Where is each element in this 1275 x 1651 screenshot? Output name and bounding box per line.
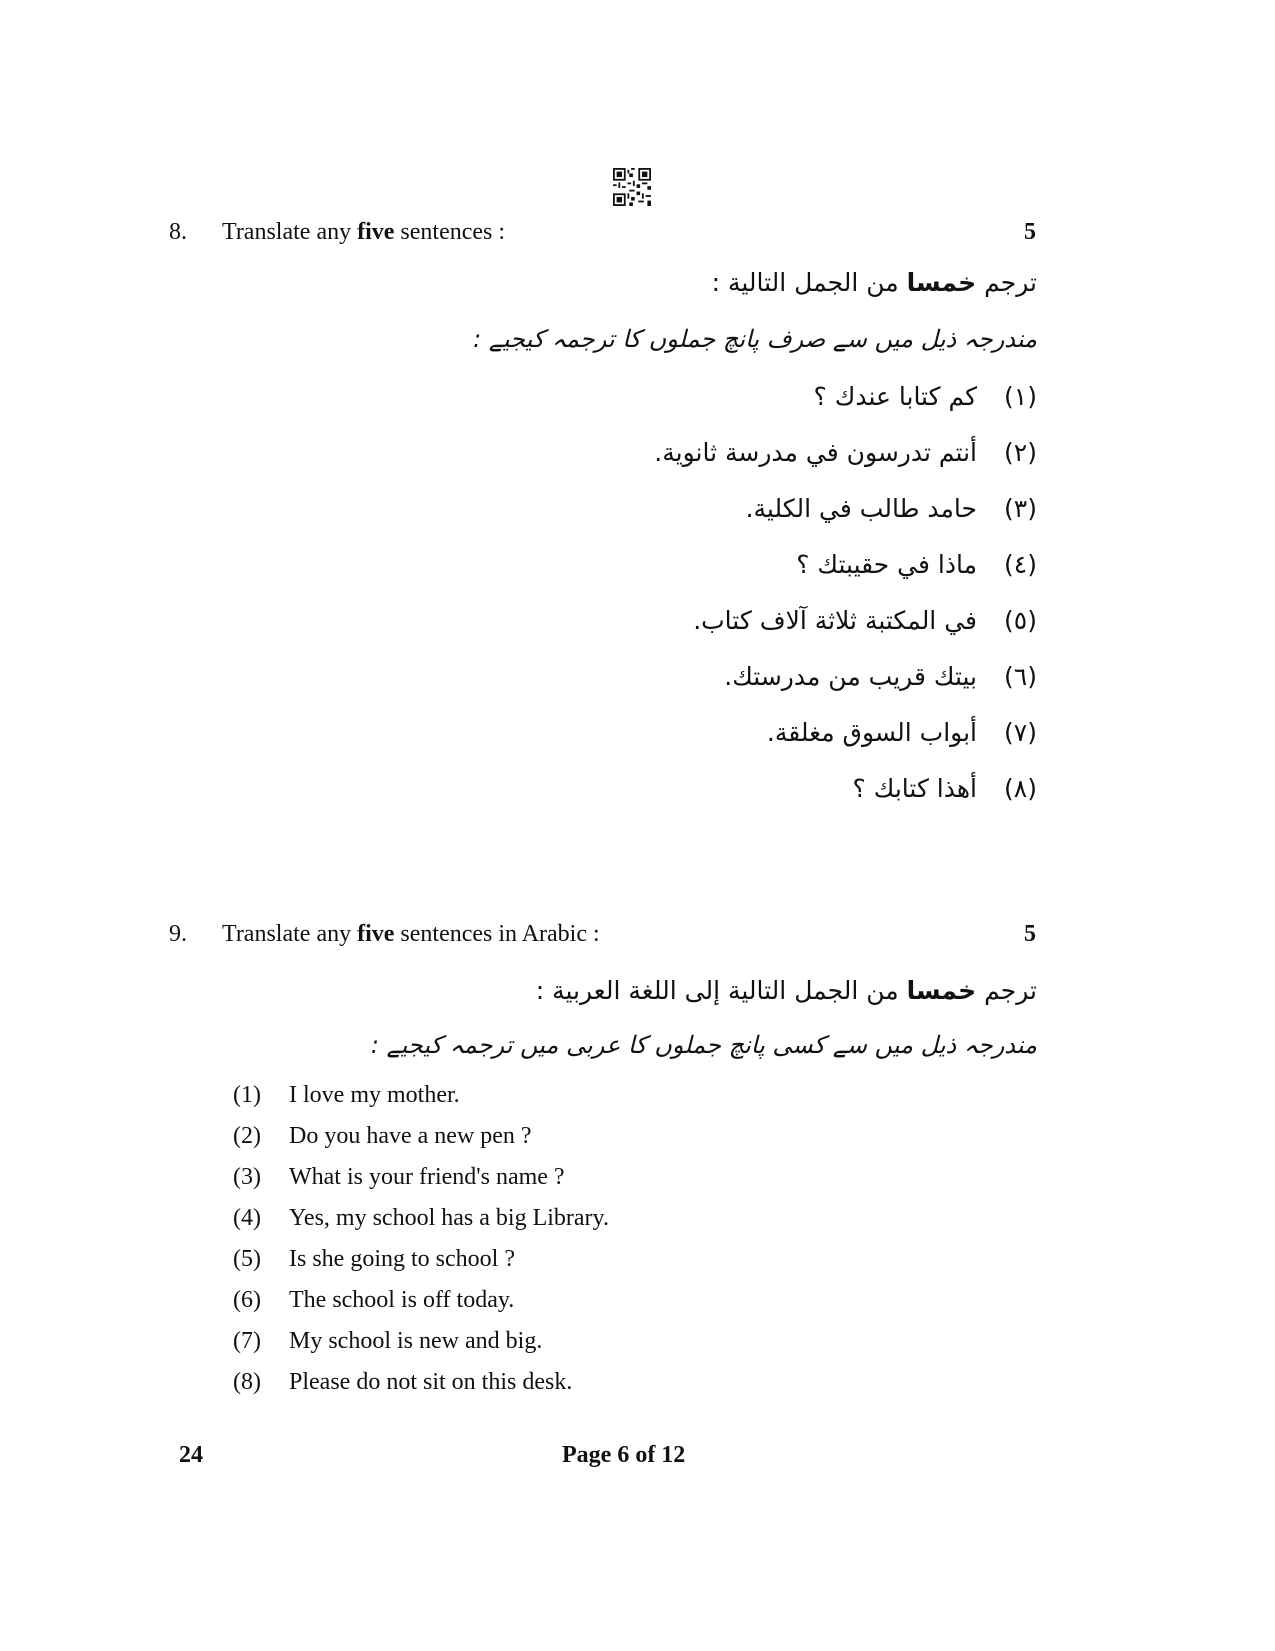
item-text: Please do not sit on this desk. bbox=[289, 1369, 573, 1395]
item-number: (٥) bbox=[1004, 606, 1037, 635]
item-number: (3) bbox=[233, 1164, 261, 1190]
item-number: (٦) bbox=[1004, 662, 1037, 691]
item-number: (8) bbox=[233, 1369, 261, 1395]
instruction-text: من الجمل التالية إلى اللغة العربية : bbox=[535, 976, 907, 1005]
list-item bbox=[233, 1203, 609, 1233]
question-9-urdu-instruction: مندرجہ ذیل میں سے کسی پانچ جملوں کا عربی میں ترجمہ کیجیے : bbox=[370, 1031, 1037, 1059]
list-item bbox=[233, 1162, 565, 1192]
instruction-text: Translate any bbox=[222, 219, 358, 245]
item-text: ماذا في حقيبتك ؟ bbox=[796, 550, 977, 579]
item-text: أهذا كتابك ؟ bbox=[852, 774, 977, 803]
page-number: Page 6 of 12 bbox=[562, 1442, 686, 1468]
list-item bbox=[233, 1080, 460, 1110]
item-text: I love my mother. bbox=[289, 1082, 460, 1108]
item-text: Is she going to school ? bbox=[289, 1246, 515, 1272]
question-8-urdu-instruction: مندرجہ ذیل میں سے صرف پانچ جملوں کا ترجمہ کیجیے : bbox=[473, 325, 1037, 353]
list-item bbox=[233, 1326, 542, 1356]
instruction-text: sentences in Arabic : bbox=[394, 921, 600, 947]
instruction-emphasis: خمسا bbox=[906, 976, 977, 1005]
item-number: (٢) bbox=[1004, 438, 1037, 467]
list-item bbox=[233, 1367, 572, 1397]
instruction-emphasis: five bbox=[357, 921, 395, 947]
instruction-emphasis: خمسا bbox=[906, 268, 977, 297]
question-9-marks: 5 bbox=[1024, 921, 1036, 947]
item-number: (٤) bbox=[1004, 550, 1037, 579]
list-item bbox=[746, 492, 1037, 526]
question-9-arabic-instruction bbox=[536, 974, 1037, 1008]
item-number: (٨) bbox=[1004, 774, 1037, 803]
question-9-number: 9. bbox=[169, 921, 187, 947]
item-number: (2) bbox=[233, 1123, 261, 1149]
item-text: The school is off today. bbox=[289, 1287, 515, 1313]
list-item bbox=[724, 660, 1037, 694]
instruction-text: Translate any bbox=[222, 921, 358, 947]
item-text: Do you have a new pen ? bbox=[289, 1123, 532, 1149]
item-text: في المكتبة ثلاثة آلاف كتاب. bbox=[693, 606, 977, 635]
question-8-arabic-instruction bbox=[712, 266, 1037, 300]
list-item bbox=[233, 1285, 514, 1315]
item-text: My school is new and big. bbox=[289, 1328, 543, 1354]
item-text: حامد طالب في الكلية. bbox=[745, 494, 977, 523]
list-item bbox=[233, 1121, 532, 1151]
list-item bbox=[796, 548, 1037, 582]
item-number: (١) bbox=[1004, 382, 1037, 411]
instruction-text: sentences : bbox=[394, 219, 506, 245]
item-number: (6) bbox=[233, 1287, 261, 1313]
instruction-text: ترجم bbox=[976, 268, 1037, 297]
question-9-instruction bbox=[222, 919, 600, 949]
list-item bbox=[853, 772, 1037, 806]
item-number: (7) bbox=[233, 1328, 261, 1354]
item-number: (4) bbox=[233, 1205, 261, 1231]
instruction-emphasis: five bbox=[357, 219, 395, 245]
item-text: كم كتابا عندك ؟ bbox=[813, 382, 977, 411]
item-text: Yes, my school has a big Library. bbox=[289, 1205, 609, 1231]
question-8-marks: 5 bbox=[1024, 219, 1036, 245]
item-number: (5) bbox=[233, 1246, 261, 1272]
question-8-number: 8. bbox=[169, 219, 187, 245]
item-number: (٧) bbox=[1004, 718, 1037, 747]
item-number: (٣) bbox=[1004, 494, 1037, 523]
item-text: أنتم تدرسون في مدرسة ثانوية. bbox=[654, 438, 977, 467]
instruction-text: من الجمل التالية : bbox=[711, 268, 907, 297]
item-text: بيتك قريب من مدرستك. bbox=[724, 662, 977, 691]
paper-code: 24 bbox=[179, 1442, 203, 1468]
item-text: What is your friend's name ? bbox=[289, 1164, 565, 1190]
item-text: أبواب السوق مغلقة. bbox=[766, 718, 977, 747]
question-8-instruction bbox=[222, 217, 505, 247]
list-item bbox=[233, 1244, 515, 1274]
qr-code bbox=[613, 168, 651, 206]
list-item bbox=[767, 716, 1037, 750]
list-item bbox=[693, 604, 1037, 638]
list-item bbox=[654, 436, 1037, 470]
list-item bbox=[814, 380, 1037, 414]
instruction-text: ترجم bbox=[976, 976, 1037, 1005]
item-number: (1) bbox=[233, 1082, 261, 1108]
